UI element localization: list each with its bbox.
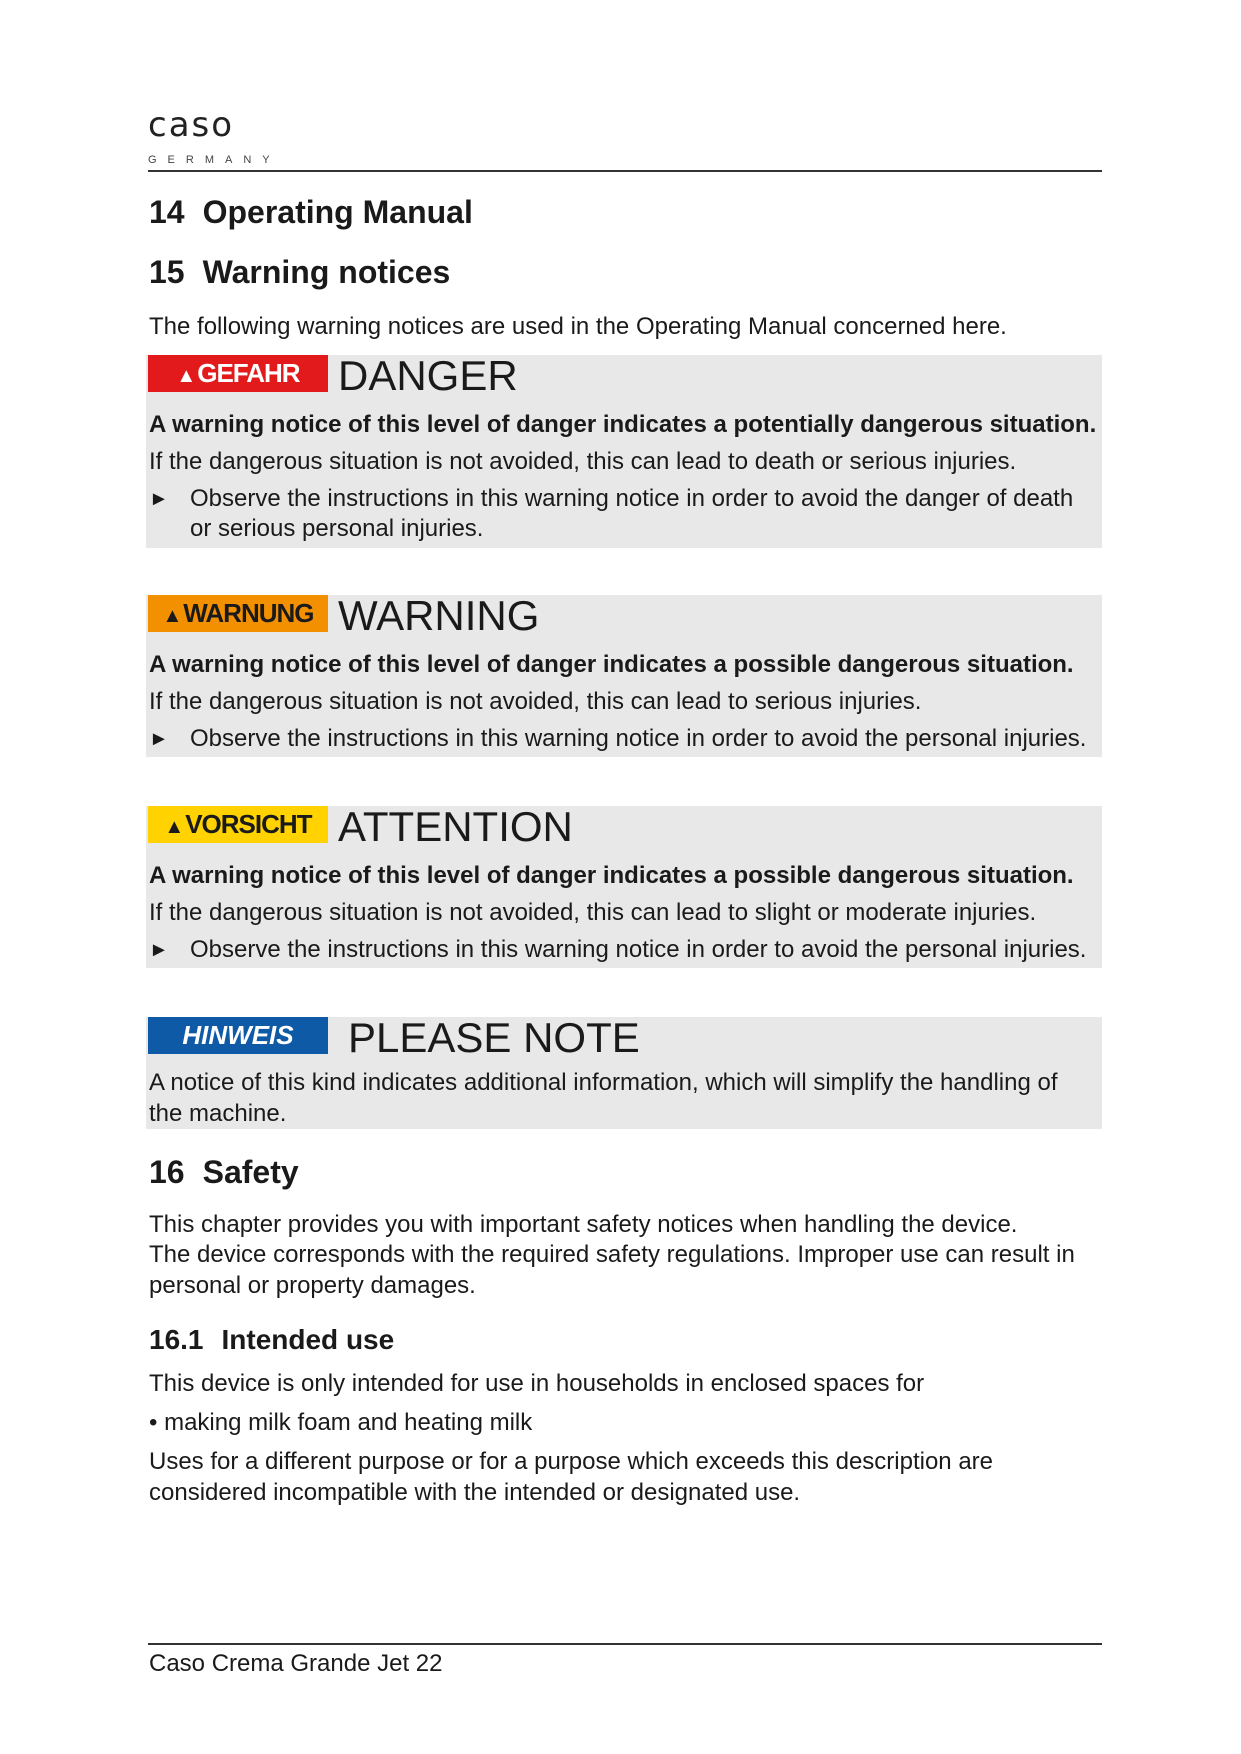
footer-page-label: Caso Crema Grande Jet 22: [149, 1650, 443, 1677]
warning-notice: [146, 592, 1102, 757]
arrow-right-icon: ►: [149, 939, 169, 961]
note-badge: HINWEIS: [148, 1017, 328, 1054]
arrow-right-icon: ►: [149, 488, 169, 510]
danger-notice: [146, 352, 1102, 548]
heading-title: Operating Manual: [202, 194, 473, 230]
danger-text: If the dangerous situation is not avoided, this can lead to death or serious injuries.: [149, 448, 1017, 475]
warning-triangle-icon: ▲: [164, 816, 184, 838]
instruction-text: Observe the instructions in this warning notice in order to avoid the personal injuries.: [190, 725, 1087, 752]
heading-16-1: [149, 1322, 394, 1358]
note-notice: [146, 1014, 1102, 1129]
warning-title: WARNING: [338, 592, 540, 639]
warning-intro-text: The following warning notices are used in the Operating Manual concerned here.: [149, 313, 1007, 340]
badge-label: WARNUNG: [183, 598, 314, 628]
heading-title: Warning notices: [202, 254, 451, 290]
heading-number: 16: [149, 1154, 185, 1190]
note-title: PLEASE NOTE: [348, 1014, 640, 1061]
instruction-text: Observe the instructions in this warning notice in order to avoid the personal injuries.: [190, 936, 1087, 963]
warning-triangle-icon: ▲: [176, 365, 196, 387]
attention-badge: [148, 806, 328, 843]
intended-use-restriction: Uses for a different purpose or for a purpose which exceeds this description are considered incompatible with the intended or designated use.: [149, 1448, 994, 1506]
logo-subtitle: GERMANY: [148, 154, 281, 166]
badge-label: GEFAHR: [197, 358, 300, 388]
warning-badge: [148, 595, 328, 632]
footer-divider: [148, 1643, 1102, 1645]
warning-bold-text: A warning notice of this level of danger indicates a possible dangerous situation.: [149, 651, 1074, 678]
safety-paragraph-2: The device corresponds with the required safety regulations. Improper use can result in personal or property damages.: [149, 1241, 1075, 1299]
intended-use-text: This device is only intended for use in households in enclosed spaces for: [149, 1370, 925, 1397]
arrow-right-icon: ►: [149, 728, 169, 750]
attention-instruction: [149, 935, 1089, 965]
bullet-dot-icon: •: [149, 1409, 158, 1436]
heading-14: [149, 192, 473, 232]
instruction-text: Observe the instructions in this warning notice in order to avoid the danger of death or serious personal injuries.: [190, 485, 1074, 542]
attention-title: ATTENTION: [338, 803, 573, 850]
bullet-text: making milk foam and heating milk: [164, 1409, 533, 1436]
danger-instruction: [149, 484, 1089, 544]
note-text: A notice of this kind indicates additional information, which will simplify the handling of the machine.: [149, 1069, 1058, 1127]
safety-paragraph-1: This chapter provides you with important safety notices when handling the device.: [149, 1211, 1018, 1238]
warning-triangle-icon: ▲: [162, 605, 182, 627]
heading-15: [149, 252, 450, 292]
danger-badge: [148, 355, 328, 392]
heading-title: Safety: [202, 1154, 299, 1190]
heading-number: 14: [149, 194, 185, 230]
caso-logo: [148, 105, 281, 166]
heading-16: [149, 1152, 299, 1192]
danger-bold-text: A warning notice of this level of danger indicates a potentially dangerous situation.: [149, 411, 1097, 438]
heading-number: 15: [149, 254, 185, 290]
warning-text: If the dangerous situation is not avoided, this can lead to serious injuries.: [149, 688, 922, 715]
attention-text: If the dangerous situation is not avoided, this can lead to slight or moderate injuries.: [149, 899, 1037, 926]
intended-use-bullet: [149, 1407, 1089, 1438]
logo-wordmark: caso: [148, 105, 235, 145]
attention-notice: [146, 803, 1102, 968]
danger-title: DANGER: [338, 352, 518, 399]
header-divider: [148, 170, 1102, 172]
heading-number: 16.1: [149, 1324, 204, 1355]
warning-instruction: [149, 724, 1089, 754]
heading-title: Intended use: [221, 1324, 395, 1355]
badge-label: VORSICHT: [185, 809, 312, 839]
attention-bold-text: A warning notice of this level of danger indicates a possible dangerous situation.: [149, 862, 1074, 889]
